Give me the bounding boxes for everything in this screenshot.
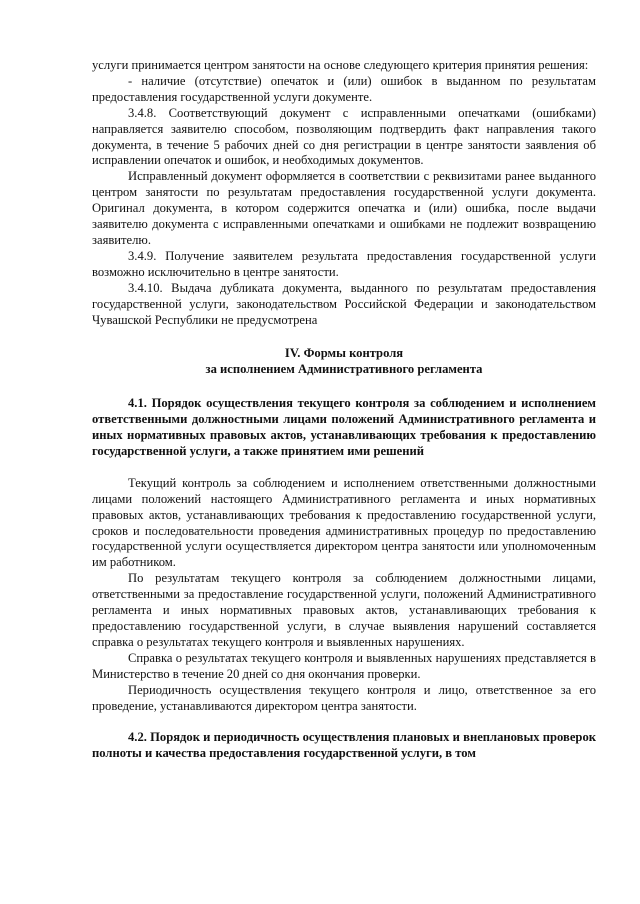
spacer — [92, 714, 596, 730]
subsection-4-1-title: 4.1. Порядок осуществления текущего контроля за соблюдением и исполнением ответственными должностными лицами положений Административного регламента и иных нормативных правовых актов, устанавливающих требования к предоставлению государственной услуги, а также принятием ими решений — [92, 396, 596, 458]
paragraph-report: Справка о результатах текущего контроля и выявленных нарушениях представляется в Министерство в течение 20 дней со дня окончания проверки. — [92, 650, 596, 681]
paragraph-3-4-8: 3.4.8. Соответствующий документ с исправленными опечатками (ошибками) направляется заявителю способом, позволяющим подтвердить факт направления такого документа, в течение 5 рабочих дней со дня регистрации в центре занятости заявления об исправлении опечаток и ошибок, и необходимых документов. — [92, 105, 596, 168]
paragraph-control-results: По результатам текущего контроля за соблюдением должностными лицами, ответственными за предоставление государственной услуги, положений Административного регламента и иных нормативных правовых актов, устанавливающих требования к предоставлению государственной услуги, в случае выявления нарушений составляется справка о результатах текущего контроля и выявленных нарушениях. — [92, 571, 596, 649]
paragraph-periodicity: Периодичность осуществления текущего контроля и лицо, ответственное за его проведение, устанавливаются директором центра занятости. — [92, 682, 596, 713]
spacer — [92, 460, 596, 476]
paragraph-current-control: Текущий контроль за соблюдением и исполнением ответственными должностными лицами положений настоящего Административного регламента и иных нормативных правовых актов, устанавливающих требования к предоставлению государственной услуги, сроков и последовательности проведения административных процедур по предоставлению государственной услуги осуществляется директором центра занятости или уполномоченным им работником. — [92, 475, 596, 570]
spacer — [92, 328, 596, 346]
section-title-line1: IV. Формы контроля — [284, 346, 404, 361]
paragraph-continuation: услуги принимается центром занятости на основе следующего критерия принятия решения: — [92, 58, 589, 72]
paragraph-3-4-10: 3.4.10. Выдача дубликата документа, выданного по результатам предоставления государственной услуги, законодательством Российской Федерации и законодательством Чувашской Республики не предусмотрена — [92, 280, 596, 327]
paragraph-criterion: - наличие (отсутствие) опечаток и (или) ошибок в выданном по результатам предоставления государственной услуги документе. — [92, 73, 596, 104]
section-title-line2: за исполнением Административного регламента — [205, 362, 483, 377]
spacer — [92, 378, 596, 396]
subsection-4-2-title: 4.2. Порядок и периодичность осуществления плановых и внеплановых проверок полноты и качества предоставления государственной услуги, в том — [92, 730, 596, 761]
paragraph-3-4-9: 3.4.9. Получение заявителем результата предоставления государственной услуги возможно исключительно в центре занятости. — [92, 248, 596, 279]
paragraph-corrected-document: Исправленный документ оформляется в соответствии с реквизитами ранее выданного центром занятости по результатам предоставления государственной услуги документа. Оригинал документа, в котором содержится опечатка и (или) ошибка, после выдачи заявителю документа с исправленными опечатками и ошибками не подлежит возвращению заявителю. — [92, 169, 596, 247]
